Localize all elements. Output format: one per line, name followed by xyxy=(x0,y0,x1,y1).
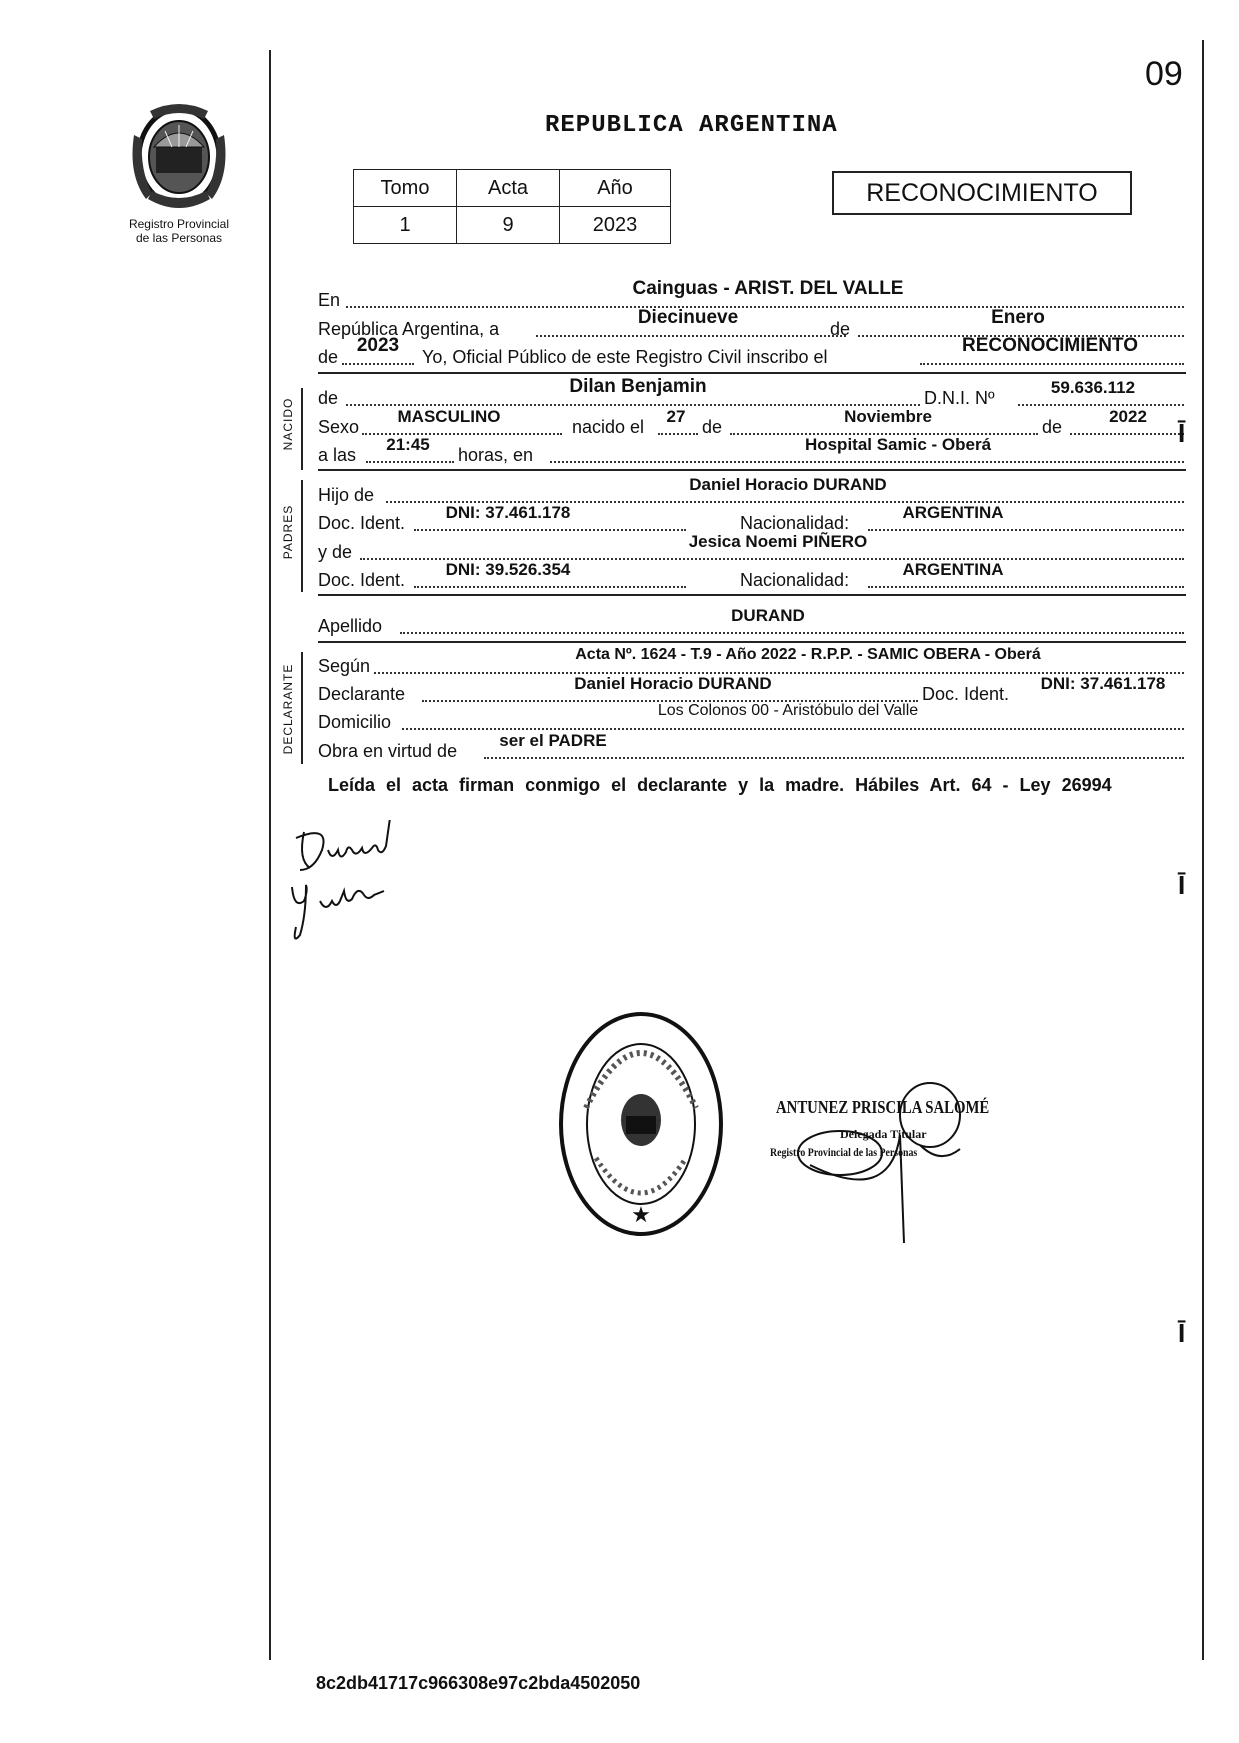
value-domicilio: Los Colonos 00 - Aristóbulo del Valle xyxy=(657,702,919,719)
label-doc-2: Doc. Ident. xyxy=(318,570,406,590)
label-de-1: de xyxy=(830,319,851,339)
label-nacido: nacido el xyxy=(572,417,645,437)
ref-value-tomo: 1 xyxy=(354,207,457,244)
officer-signature-block xyxy=(770,1075,1030,1245)
row-apellido xyxy=(318,606,1184,638)
value-day: Diecinueve xyxy=(637,307,739,328)
value-act-word: RECONOCIMIENTO xyxy=(962,335,1138,356)
label-republica: República Argentina, a xyxy=(318,319,500,339)
ref-value-acta: 9 xyxy=(457,207,560,244)
ref-header-acta: Acta xyxy=(457,170,560,207)
value-birth-year: 2022 xyxy=(1109,407,1147,426)
divider-1 xyxy=(318,372,1186,374)
value-father-name: Daniel Horacio DURAND xyxy=(689,475,887,494)
left-margin-line xyxy=(269,50,271,1660)
label-segun: Según xyxy=(318,656,371,676)
value-child-dni: 59.636.112 xyxy=(1050,378,1136,397)
label-domicilio: Domicilio xyxy=(318,712,392,732)
nacido-section-bar xyxy=(301,388,303,470)
divider-3 xyxy=(318,594,1186,596)
value-father-nat: ARGENTINA xyxy=(902,503,1004,522)
label-yde: y de xyxy=(318,542,353,562)
margin-mark: Ī xyxy=(1178,1318,1186,1348)
label-horas: horas, en xyxy=(458,445,534,465)
page-number: 09 xyxy=(1145,55,1183,93)
logo-caption-line2: de las Personas xyxy=(135,231,223,245)
right-margin-line xyxy=(1202,40,1204,1660)
logo-caption-line1: Registro Provincial xyxy=(128,217,230,231)
value-child-name: Dilan Benjamin xyxy=(569,376,707,397)
svg-text:★: ★ xyxy=(631,1202,651,1227)
label-doc-1: Doc. Ident. xyxy=(318,513,406,533)
label-apellido: Apellido xyxy=(318,616,383,636)
value-declarante-doc: DNI: 37.461.178 xyxy=(1040,674,1166,693)
ref-header-tomo: Tomo xyxy=(354,170,457,207)
value-birth-day: 27 xyxy=(666,407,686,426)
officer-org: Registro Provincial de las Personas xyxy=(770,1145,918,1159)
label-de-4: de xyxy=(702,417,723,437)
label-sexo: Sexo xyxy=(318,417,360,437)
value-birth-place: Hospital Samic - Oberá xyxy=(804,435,992,454)
value-year: 2023 xyxy=(356,335,400,356)
value-obra: ser el PADRE xyxy=(499,731,607,750)
divider-2 xyxy=(318,469,1186,471)
value-segun: Acta Nº. 1624 - T.9 - Año 2022 - R.P.P. - SAMIC OBERA - Oberá xyxy=(575,646,1041,663)
label-alas: a las xyxy=(318,445,357,465)
officer-name: ANTUNEZ PRISCILA SALOMÉ xyxy=(776,1097,990,1117)
section-label-declarante: DECLARANTE xyxy=(281,663,295,755)
value-father-doc: DNI: 37.461.178 xyxy=(445,503,571,522)
label-decl-doc: Doc. Ident. xyxy=(922,684,1010,704)
section-label-nacido: NACIDO xyxy=(281,397,295,451)
officer-role: Delegada Titular xyxy=(840,1127,927,1141)
divider-4 xyxy=(318,641,1186,643)
label-nac-1: Nacionalidad: xyxy=(740,513,850,533)
reference-table xyxy=(353,169,671,244)
row-mother-doc xyxy=(318,560,1184,592)
row-hora xyxy=(318,435,1184,467)
province-coat-of-arms-logo xyxy=(120,95,238,213)
label-nac-2: Nacionalidad: xyxy=(740,570,850,590)
closing-statement: Leída el acta firman conmigo el declarante y la madre. Hábiles Art. 64 - Ley 26994 xyxy=(328,775,1112,795)
value-declarante: Daniel Horacio DURAND xyxy=(574,674,772,693)
value-sexo: MASCULINO xyxy=(397,407,501,426)
value-apellido: DURAND xyxy=(731,606,805,625)
label-dni: D.N.I. Nº xyxy=(924,388,995,408)
ref-header-anio: Año xyxy=(560,170,671,207)
label-obra: Obra en virtud de xyxy=(318,741,458,761)
row-inscribo xyxy=(318,335,1184,369)
label-officer-text: Yo, Oficial Público de este Registro Civil inscribo el xyxy=(422,347,828,367)
margin-mark: Ī xyxy=(1178,870,1186,900)
declarante-section-bar xyxy=(301,652,303,764)
value-birth-time: 21:45 xyxy=(386,435,430,454)
value-mother-doc: DNI: 39.526.354 xyxy=(445,560,571,579)
value-birth-month: Noviembre xyxy=(844,407,932,426)
document-title: REPUBLICA ARGENTINA xyxy=(545,112,838,139)
label-de-2: de xyxy=(318,347,339,367)
ref-value-anio: 2023 xyxy=(560,207,671,244)
value-en: Cainguas - ARIST. DEL VALLE xyxy=(632,278,904,299)
value-mother-nat: ARGENTINA xyxy=(902,560,1004,579)
value-mother-name: Jesica Noemi PIÑERO xyxy=(688,532,868,551)
act-kind-box: RECONOCIMIENTO xyxy=(832,171,1132,215)
label-hijo: Hijo de xyxy=(318,485,375,505)
row-domicilio xyxy=(318,702,1184,734)
label-de-3: de xyxy=(318,388,339,408)
padres-section-bar xyxy=(301,480,303,592)
logo-caption xyxy=(108,217,250,245)
margin-mark: Ī xyxy=(1178,418,1186,448)
section-label-padres: PADRES xyxy=(281,504,295,560)
label-de-5: de xyxy=(1042,417,1063,437)
value-month: Enero xyxy=(991,307,1045,328)
document-hash: 8c2db41717c966308e97c2bda4502050 xyxy=(316,1673,641,1693)
row-obra xyxy=(318,731,1184,763)
label-declarante: Declarante xyxy=(318,684,406,704)
label-en: En xyxy=(318,290,341,310)
official-round-stamp xyxy=(556,1008,726,1245)
mother-signature xyxy=(284,875,414,960)
